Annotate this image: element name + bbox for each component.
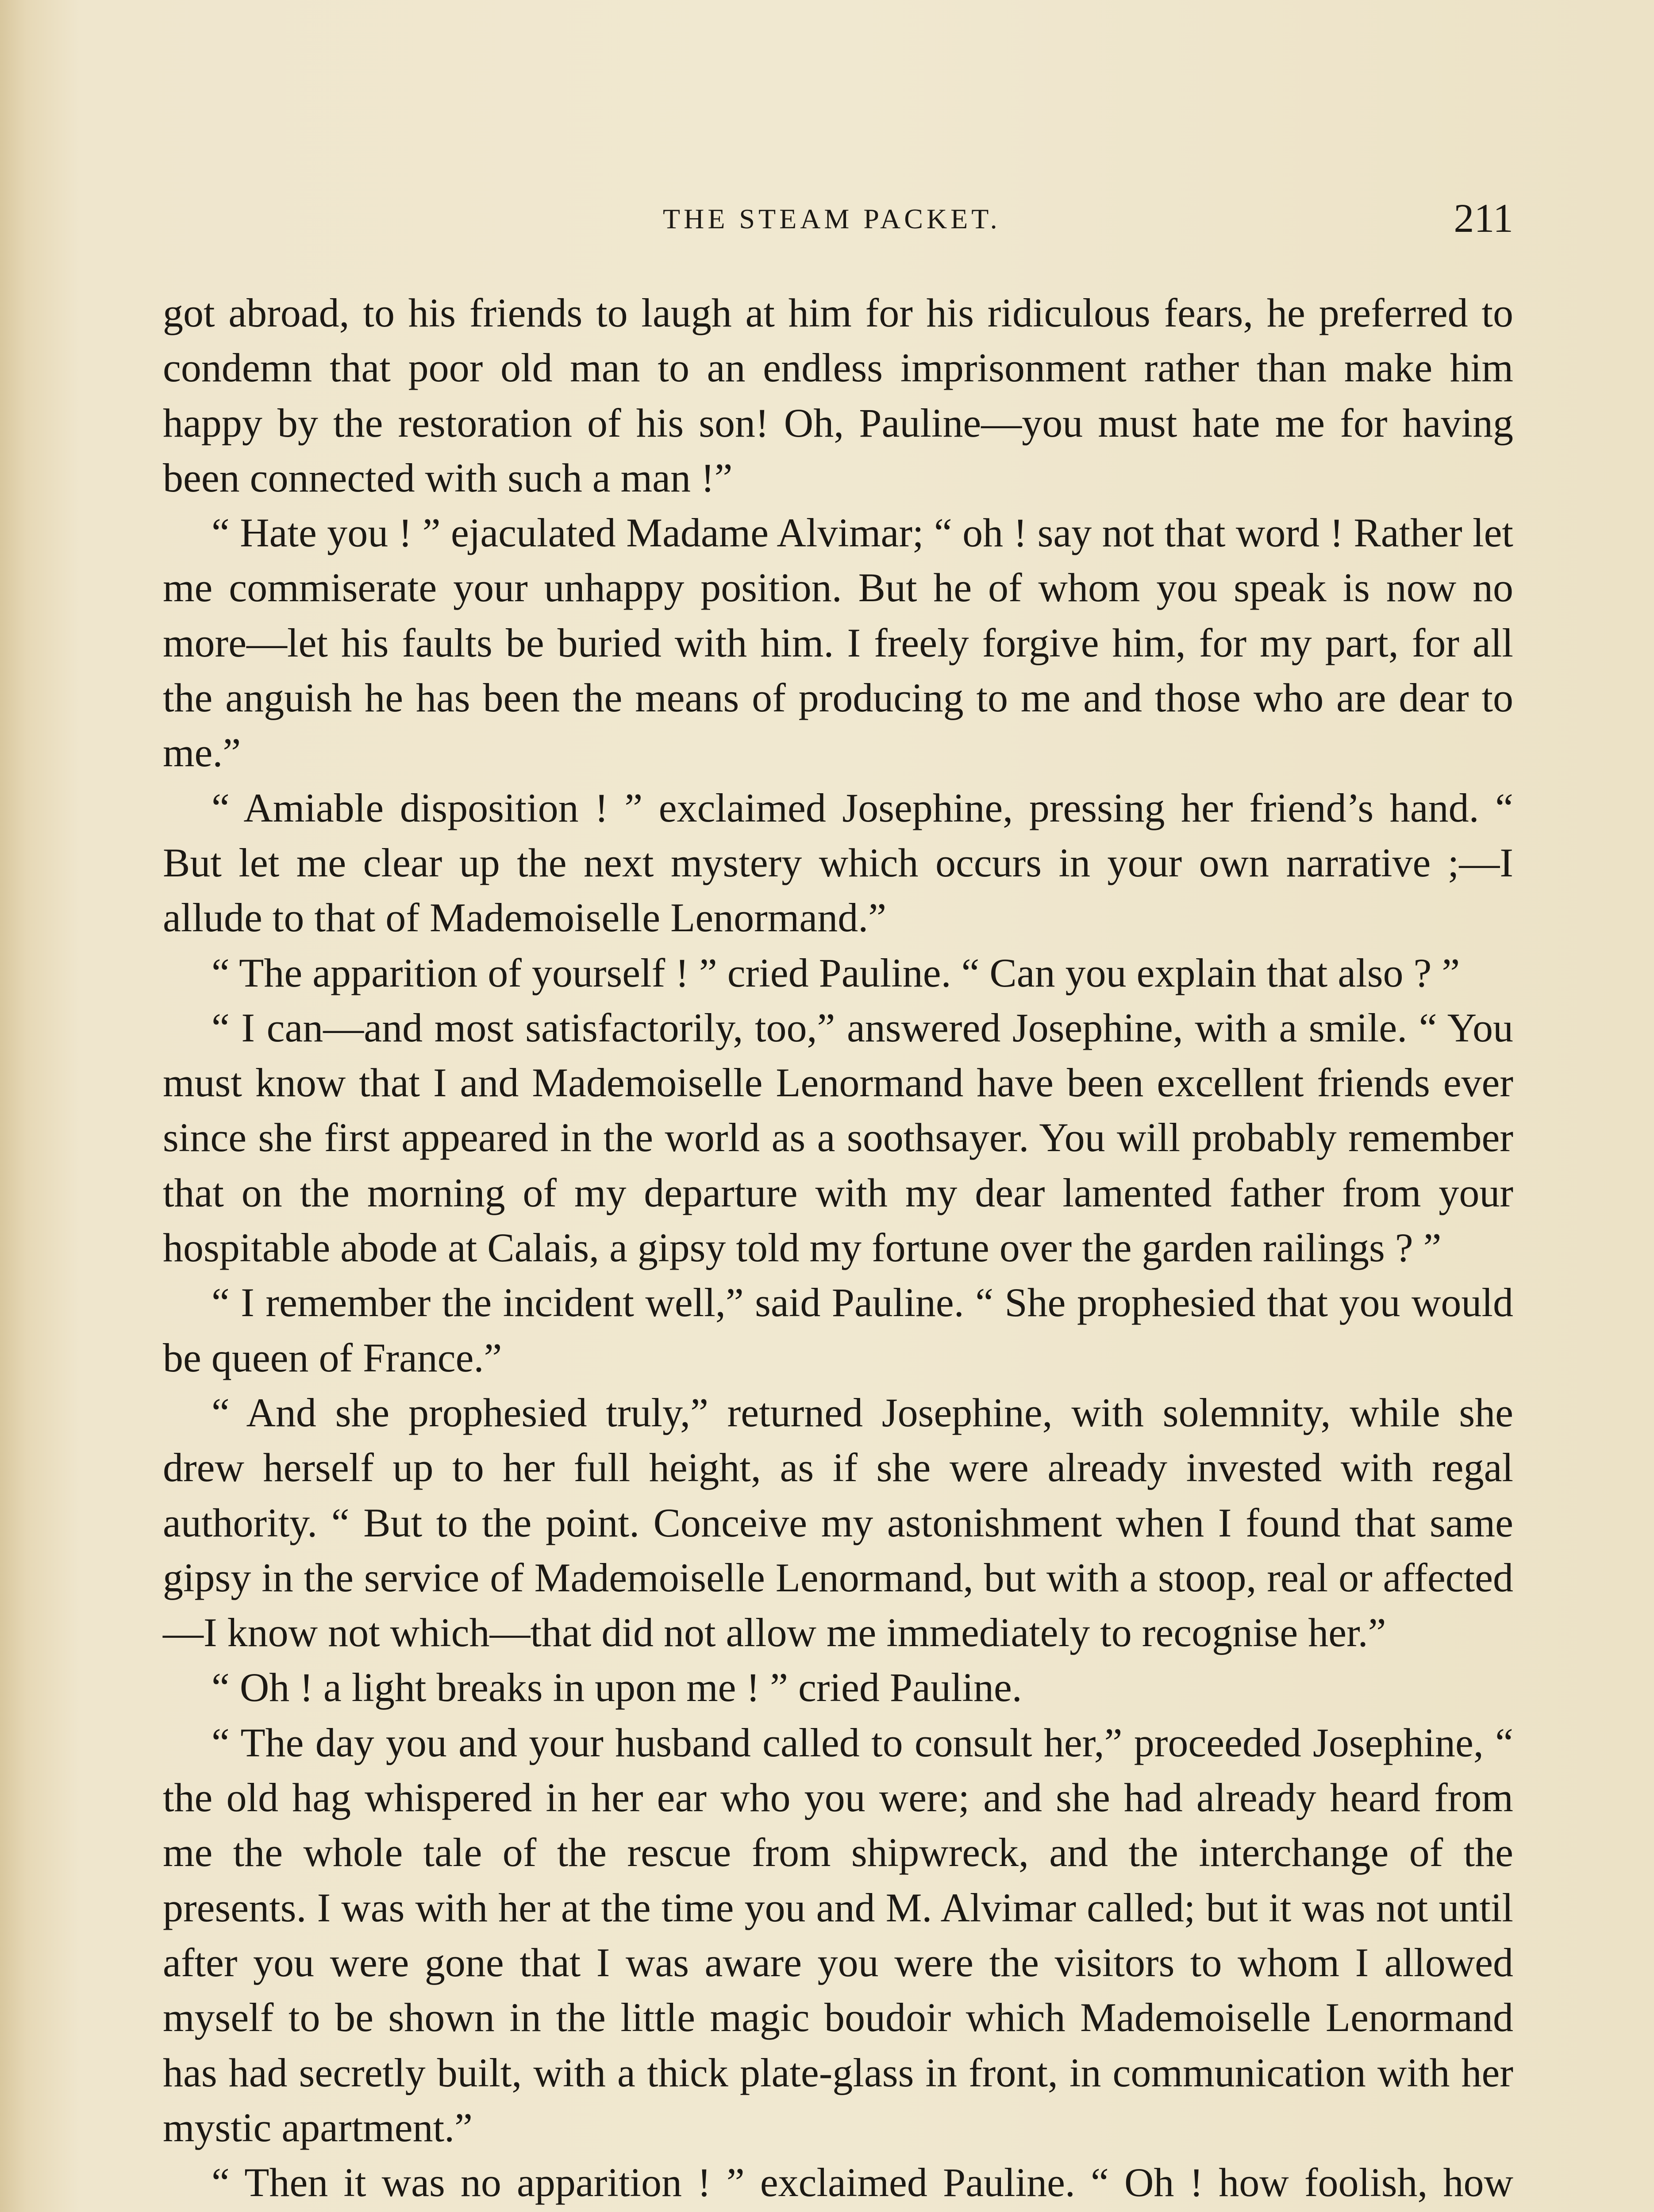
paragraph: got abroad, to his friends to laugh at him for his ridiculous fears, he preferred to condemn that poor old man to an endless imprisonment rather than make him happy by the restoration of his son! Oh, Pauline—you must hate me for having been connected with such a man !” xyxy=(163,290,1513,500)
page-number: 211 xyxy=(1454,196,1513,241)
body-text xyxy=(163,285,1513,2212)
paragraph: “ Oh ! a light breaks in upon me ! ” cried Pauline. xyxy=(212,1665,1022,1710)
paragraph: “ Amiable disposition ! ” exclaimed Josephine, pressing her friend’s hand. “ But let me clear up the next mystery which occurs in your own narrative ;—I allude to that of Mademoiselle Lenormand.” xyxy=(163,785,1513,941)
paragraph: “ And she prophesied truly,” returned Josephine, with solemnity, while she drew herself up to her full height, as if she were already invested with regal authority. “ But to the point. Conceive my astonishment when I found that same gipsy in the service of Mademoiselle Lenormand, but with a stoop, real or affected—I know not which—that did not allow me immediately to recognise her.” xyxy=(163,1390,1513,1655)
page-header xyxy=(163,195,1513,243)
paragraph: “ The day you and your husband called to consult her,” proceeded Josephine, “ the old hag whispered in her ear who you were; and she had already heard from me the whole tale of the rescue from shipwreck, and the interchange of the presents. I was with her at the time you and M. Alvimar called; but it was not until after you were gone that I was aware you were the visitors to whom I allowed myself to be shown in the little magic boudoir which Mademoiselle Lenormand has had secretly built, with a thick plate-glass in front, in communication with her mystic apartment.” xyxy=(163,1720,1513,2150)
running-head: THE STEAM PACKET. xyxy=(663,203,1001,234)
paragraph: “ Hate you ! ” ejaculated Madame Alvimar; “ oh ! say not that word ! Rather let me commiserate your unhappy position. But he of whom you speak is now no more—let his faults be buried with him. I freely forgive him, for my part, for all the anguish he has been the means of producing to me and those who are dear to me.” xyxy=(163,510,1513,776)
paragraph: “ I can—and most satisfactorily, too,” answered Josephine, with a smile. “ You must know that I and Mademoiselle Lenormand have been excellent friends ever since she first appeared in the world as a soothsayer. You will probably remember that on the morning of my departure with my dear lamented father from your hospitable abode at Calais, a gipsy told my fortune over the garden railings ? ” xyxy=(163,1005,1513,1271)
paragraph: “ The apparition of yourself ! ” cried Pauline. “ Can you explain that also ? ” xyxy=(212,950,1460,995)
paragraph: “ I remember the incident well,” said Pauline. “ She prophesied that you would be queen of France.” xyxy=(163,1280,1513,1380)
paragraph: “ Then it was no apparition ! ” exclaimed Pauline. “ Oh ! how foolish, how xyxy=(212,2160,1513,2205)
